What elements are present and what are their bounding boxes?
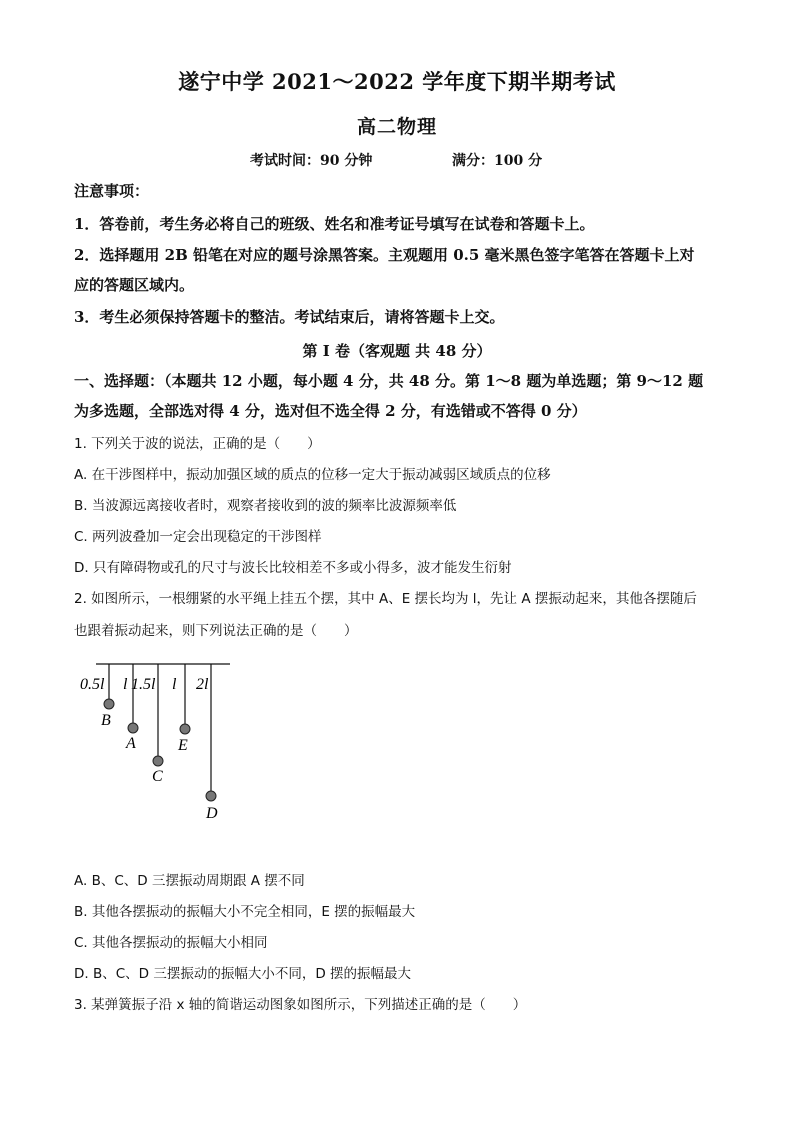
pendulum-b-bob bbox=[104, 699, 114, 709]
pendulum-a-bob bbox=[128, 723, 138, 733]
bob-label-a: A bbox=[126, 735, 136, 752]
length-label-c: 1.5l bbox=[131, 676, 156, 693]
question-2-stem: 2. 如图所示，一根绷紧的水平绳上挂五个摆，其中 A、E 摆长均为 l，先让 A 摆振动起来，其他各摆随后 bbox=[74, 591, 697, 607]
pendulum-figure bbox=[60, 650, 250, 830]
question-2-option-b: B. 其他各摆振动的振幅大小不完全相同，E 摆的振幅最大 bbox=[74, 904, 416, 920]
pendulum-e-bob bbox=[180, 724, 190, 734]
question-1-option-d: D. 只有障碍物或孔的尺寸与波长比较相差不多或小得多，波才能发生衍射 bbox=[74, 560, 512, 576]
note-item-1: 1．答卷前，考生务必将自己的班级、姓名和准考证号填写在试卷和答题卡上。 bbox=[74, 215, 595, 233]
exam-score: 满分：100 分 bbox=[452, 153, 543, 169]
question-1-option-a: A. 在干涉图样中，振动加强区域的质点的位移一定大于振动减弱区域质点的位移 bbox=[74, 467, 551, 483]
note-item-2: 2．选择题用 2B 铅笔在对应的题号涂黑答案。主观题用 0.5 毫米黑色签字笔答在答题卡上对 bbox=[74, 246, 695, 264]
question-3-stem: 3. 某弹簧振子沿 x 轴的简谐运动图象如图所示，下列描述正确的是（ ） bbox=[74, 997, 527, 1013]
notes-heading: 注意事项： bbox=[74, 182, 150, 200]
length-label-e: l bbox=[172, 676, 177, 693]
section-title: 第 Ⅰ 卷（客观题 共 48 分） bbox=[302, 342, 492, 360]
question-1-option-c: C. 两列波叠加一定会出现稳定的干涉图样 bbox=[74, 529, 322, 545]
bob-label-b: B bbox=[101, 712, 111, 729]
length-label-d: 2l bbox=[196, 676, 209, 693]
question-1-stem: 1. 下列关于波的说法，正确的是（ ） bbox=[74, 436, 321, 452]
exam-title: 遂宁中学 2021～2022 学年度下期半期考试 bbox=[178, 69, 616, 94]
bob-label-e: E bbox=[178, 737, 188, 754]
note-item-3: 3．考生必须保持答题卡的整洁。考试结束后，请将答题卡上交。 bbox=[74, 308, 505, 326]
question-2-option-c: C. 其他各摆振动的振幅大小相同 bbox=[74, 935, 268, 951]
pendulum-d-bob bbox=[206, 791, 216, 801]
section-intro-cont: 为多选题，全部选对得 4 分，选对但不选全得 2 分，有选错或不答得 0 分） bbox=[74, 402, 587, 420]
section-intro: 一、选择题：（本题共 12 小题，每小题 4 分，共 48 分。第 1～8 题为单选题；第 9～12 题 bbox=[74, 372, 704, 390]
bob-label-c: C bbox=[152, 768, 163, 785]
exam-time: 考试时间：90 分钟 bbox=[250, 153, 373, 169]
question-2-option-a: A. B、C、D 三摆振动周期跟 A 摆不同 bbox=[74, 873, 305, 889]
question-1-option-b: B. 当波源远离接收者时，观察者接收到的波的频率比波源频率低 bbox=[74, 498, 457, 514]
question-2-option-d: D. B、C、D 三摆振动的振幅大小不同，D 摆的振幅最大 bbox=[74, 966, 412, 982]
bob-label-d: D bbox=[206, 805, 218, 822]
question-2-stem-cont: 也跟着振动起来，则下列说法正确的是（ ） bbox=[74, 623, 358, 639]
exam-subject: 高二物理 bbox=[356, 116, 437, 138]
pendulum-c-bob bbox=[153, 756, 163, 766]
length-label-a: l bbox=[123, 676, 128, 693]
length-label-b: 0.5l bbox=[80, 676, 105, 693]
note-item-2-cont: 应的答题区域内。 bbox=[74, 276, 195, 294]
